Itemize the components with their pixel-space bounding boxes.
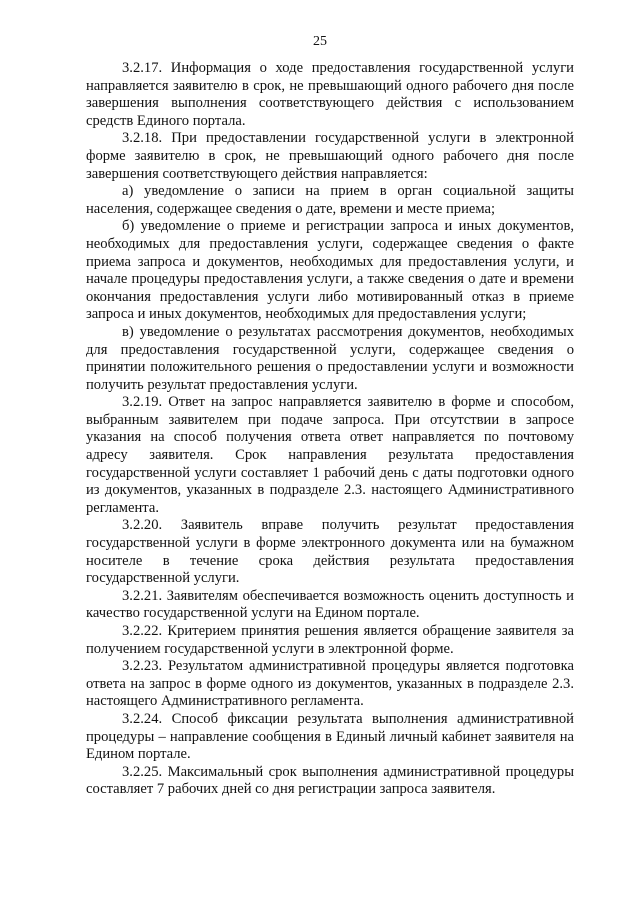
paragraph-3-2-17: 3.2.17. Информация о ходе предоставления государственной услуги направляется заявителю в срок, не превышающий одного рабочего дня после завершения выполнения соответствующего действия с использованием средств Единого портала. (86, 60, 574, 129)
document-body (86, 60, 574, 799)
paragraph-3-2-25: 3.2.25. Максимальный срок выполнения административной процедуры составляет 7 рабочих дней со дня регистрации запроса заявителя. (86, 763, 574, 798)
paragraph-3-2-24: 3.2.24. Способ фиксации результата выполнения административной процедуры – направление сообщения в Единый личный кабинет заявителя на Едином портале. (86, 710, 574, 763)
paragraph-3-2-20: 3.2.20. Заявитель вправе получить результат предоставления государственной услуги в форме электронного документа или на бумажном носителе в течение срока действия результата предоставления государственной услуги. (86, 517, 574, 587)
page-number: 25 (313, 34, 327, 49)
paragraph-3-2-22: 3.2.22. Критерием принятия решения является обращение заявителя за получением государственной услуги в электронной форме. (86, 623, 574, 657)
paragraph-3-2-19: 3.2.19. Ответ на запрос направляется заявителю в форме и способом, выбранным заявителем при подаче запроса. При отсутствии в запросе указания на способ получения ответа ответ направляется по почтовому адресу заявителя. Срок направления результата предоставления государственной услуги составляет 1 рабочий день с даты подготовки одного из документов, указанных в подразделе 2.3. настоящего Административного регламента. (86, 394, 574, 516)
paragraph-3-2-18-b: б) уведомление о приеме и регистрации запроса и иных документов, необходимых для предоставления услуги, содержащее сведения о факте приема запроса и документов, необходимых для предоставления услуги, и начале процедуры предоставления услуги, а также сведения о дате и времени окончания предоставления услуги либо мотивированный отказ в приеме запроса и иных документов, необходимых для предоставления услуги; (86, 218, 574, 323)
paragraph-3-2-18: 3.2.18. При предоставлении государственной услуги в электронной форме заявителю в срок, не превышающий одного рабочего дня после завершения соответствующего действия направляется: (86, 130, 574, 182)
paragraph-3-2-18-v: в) уведомление о результатах рассмотрения документов, необходимых для предоставления государственной услуги, содержащее сведения о принятии положительного решения о предоставлении услуги и возможности получить результат предоставления услуги. (86, 323, 574, 393)
paragraph-3-2-18-a: а) уведомление о записи на прием в орган социальной защиты населения, содержащее сведения о дате, времени и месте приема; (86, 183, 574, 217)
paragraph-3-2-21: 3.2.21. Заявителям обеспечивается возможность оценить доступность и качество государственной услуги на Едином портале. (86, 587, 574, 622)
paragraph-3-2-23: 3.2.23. Результатом административной процедуры является подготовка ответа на запрос в форме одного из документов, указанных в подразделе 2.3. настоящего Административного регламента. (86, 658, 574, 710)
